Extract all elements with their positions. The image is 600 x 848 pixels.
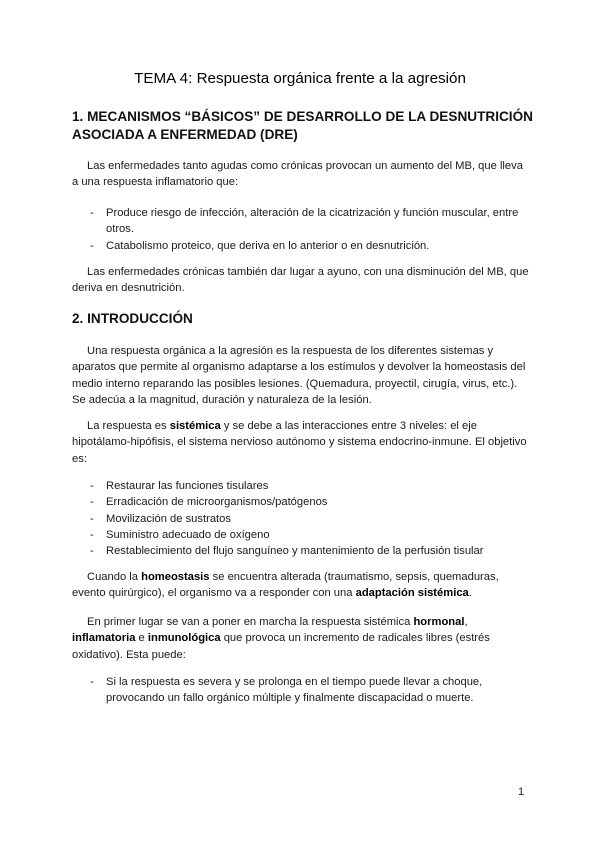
section-1-closing: Las enfermedades crónicas también dar lugar a ayuno, con una disminución del MB, que deriva en desnutrición. — [72, 266, 529, 295]
list-item: - Produce riesgo de infección, alteración de la cicatrización y función muscular, entre otros. — [90, 207, 519, 236]
section-1-bullet-list — [72, 205, 527, 254]
objectives-list — [72, 478, 527, 559]
section-2-paragraph-3: Cuando la homeostasis se encuentra alterada (traumatismo, sepsis, quemaduras, evento quirúrgico), el organismo va a responder con una adaptación sistémica. — [72, 571, 499, 600]
section-1-intro: Las enfermedades tanto agudas como crónicas provocan un aumento del MB, que lleva a una respuesta inflamatorio que: — [72, 160, 523, 189]
list-item: - Restaurar las funciones tisulares — [72, 478, 527, 494]
section-2-paragraph-4: En primer lugar se van a poner en marcha la respuesta sistémica hormonal, inflamatoria e inmunológica que provoca un incremento de radicales libres (estrés oxidativo). Esta puede: — [72, 616, 490, 661]
dash-marker: - — [90, 676, 94, 688]
list-item: - Suministro adecuado de oxígeno — [72, 527, 527, 543]
list-item: - Si la respuesta es severa y se prolonga en el tiempo puede llevar a choque, provocando un fallo orgánico múltiple y finalmente discapacidad o muerte. — [90, 676, 483, 705]
list-item: - Erradicación de microorganismos/patógenos — [72, 494, 527, 510]
bold-term-sistemica: sistémica — [169, 420, 221, 432]
section-2-paragraph-2: La respuesta es sistémica y se debe a las interacciones entre 3 niveles: el eje hipotálamo-hipófisis, el sistema nervioso autónomo y sistema endocrino-inmune. El objetivo es: — [72, 420, 527, 465]
list-item: - Movilización de sustratos — [72, 511, 527, 527]
section-2-heading: 2. INTRODUCCIÓN — [72, 311, 193, 326]
dash-marker: - — [90, 512, 94, 525]
section-2-paragraph-1: Una respuesta orgánica a la agresión es la respuesta de los diferentes sistemas y aparatos que permite al organismo adaptarse a los estímulos y devolver la homeostasis del medio interno reparando las posibles lesiones. (Quemadura, proyectil, cirugía, virus, etc.). Se adecúa a la magnitud, duración y naturaleza de la lesión. — [72, 345, 526, 406]
dash-marker: - — [90, 239, 94, 252]
bold-term-inmunologica: inmunológica — [147, 632, 221, 645]
list-item: - Catabolismo proteico, que deriva en lo anterior o en desnutrición. — [72, 238, 527, 254]
page-number: 1 — [518, 786, 525, 798]
dash-marker: - — [90, 496, 94, 509]
dash-marker: - — [90, 207, 94, 219]
final-bullet-list — [72, 674, 527, 707]
dash-marker: - — [90, 528, 94, 541]
list-item: - Restablecimiento del flujo sanguíneo y mantenimiento de la perfusión tisular — [72, 543, 527, 559]
document-title: TEMA 4: Respuesta orgánica frente a la agresión — [134, 70, 466, 87]
bold-term-adaptacion: adaptación sistémica — [355, 587, 469, 600]
section-1-heading: 1. MECANISMOS “BÁSICOS” DE DESARROLLO DE LA DESNUTRICIÓN ASOCIADA A ENFERMEDAD (DRE) — [72, 109, 533, 142]
bold-term-homeostasis: homeostasis — [141, 571, 210, 583]
bold-term-hormonal: hormonal — [413, 616, 465, 628]
dash-marker: - — [90, 545, 94, 558]
dash-marker: - — [90, 480, 94, 492]
bold-term-inflamatoria: inflamatoria — [72, 632, 136, 645]
